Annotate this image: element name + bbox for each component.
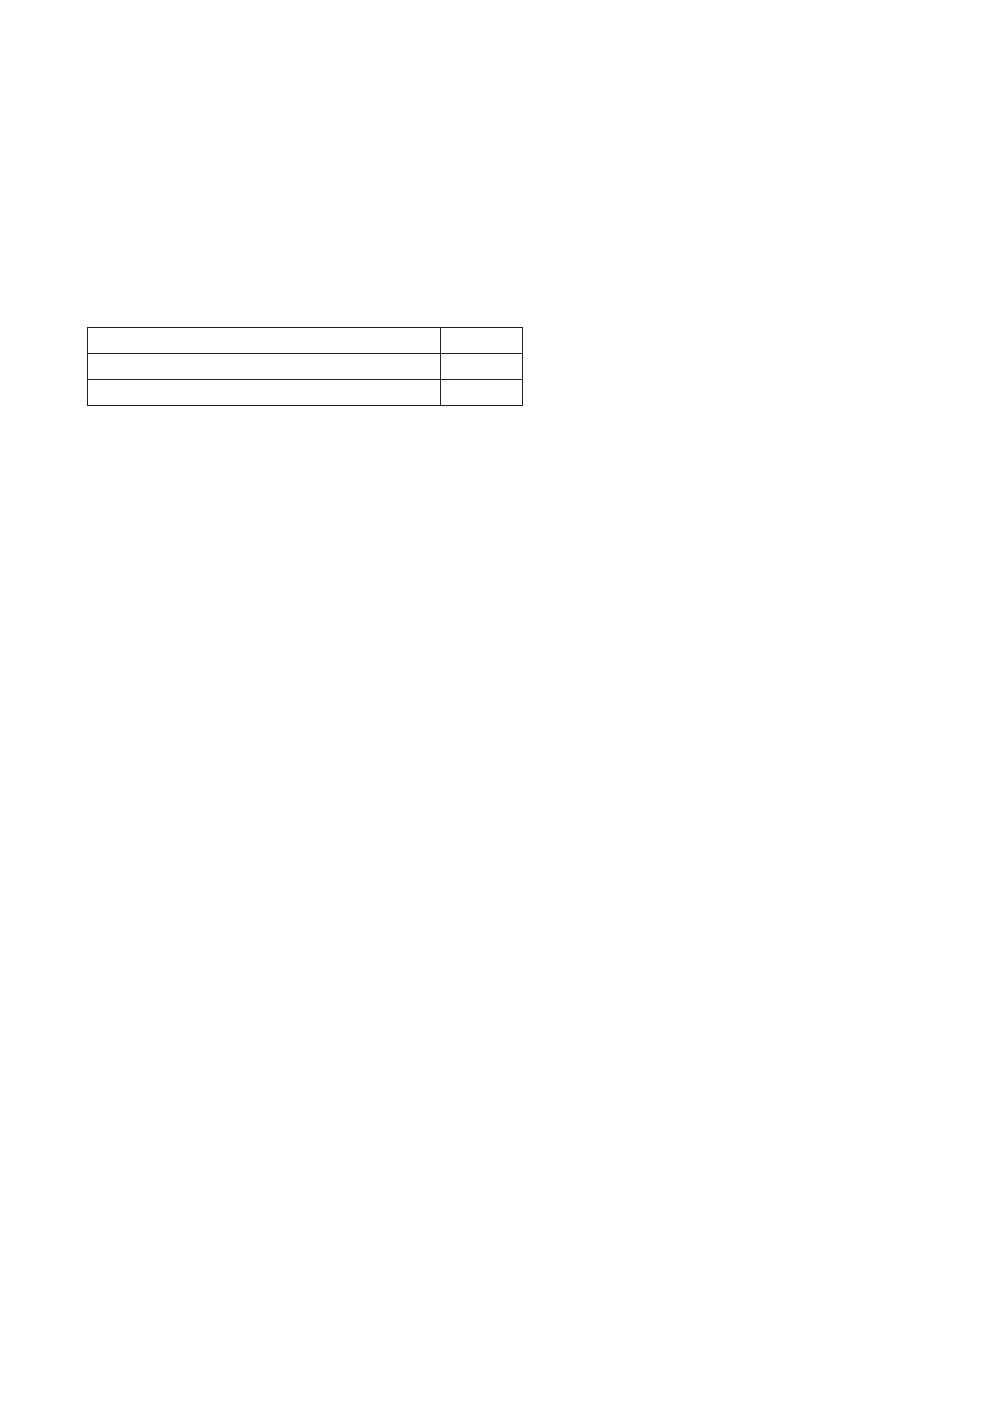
subheader-total-cell xyxy=(441,354,523,380)
column-header-total xyxy=(441,328,523,354)
grand-total-value xyxy=(441,380,523,406)
grand-total-label xyxy=(88,380,441,406)
barcode-stamp xyxy=(790,1322,952,1350)
grand-total-row xyxy=(88,380,523,406)
column-header-type xyxy=(88,328,441,354)
table-subheader-row xyxy=(88,354,523,380)
table-header-row xyxy=(88,328,523,354)
subheader-label xyxy=(88,354,441,380)
weapons-table xyxy=(87,327,523,406)
